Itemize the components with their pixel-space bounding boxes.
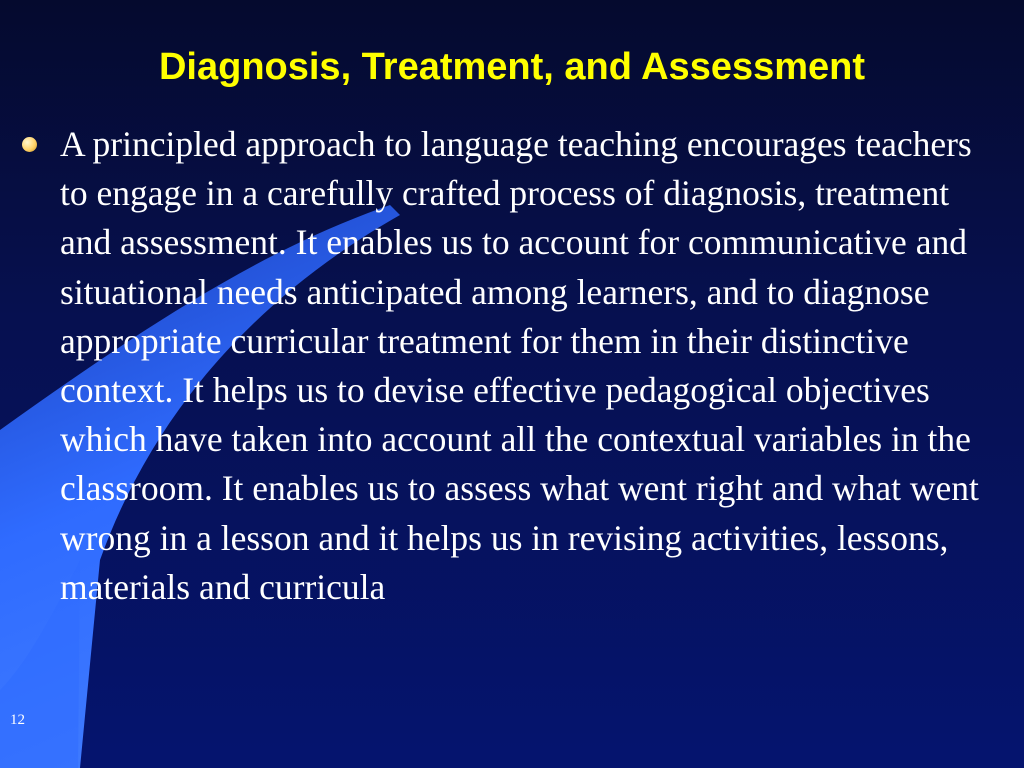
bullet-dot-icon — [22, 137, 37, 152]
bullet-text: A principled approach to language teaching encourages teachers to engage in a carefully crafted process of diagnosis, treatment and assessment. It enables us to account for communicative and situational needs anticipated among learners, and to diagnose appropriate curricular treatment for them in their distinctive context. It helps us to devise effective pedagogical objectives which have taken into account all the contextual variables in the classroom. It enables us to assess what went right and what went wrong in a lesson and it helps us in revising activities, lessons, materials and curricula — [60, 124, 979, 607]
slide-title: Diagnosis, Treatment, and Assessment — [158, 46, 866, 88]
slide-number: 12 — [10, 712, 25, 728]
list-item — [18, 120, 1008, 612]
bullet-list — [18, 120, 1008, 612]
